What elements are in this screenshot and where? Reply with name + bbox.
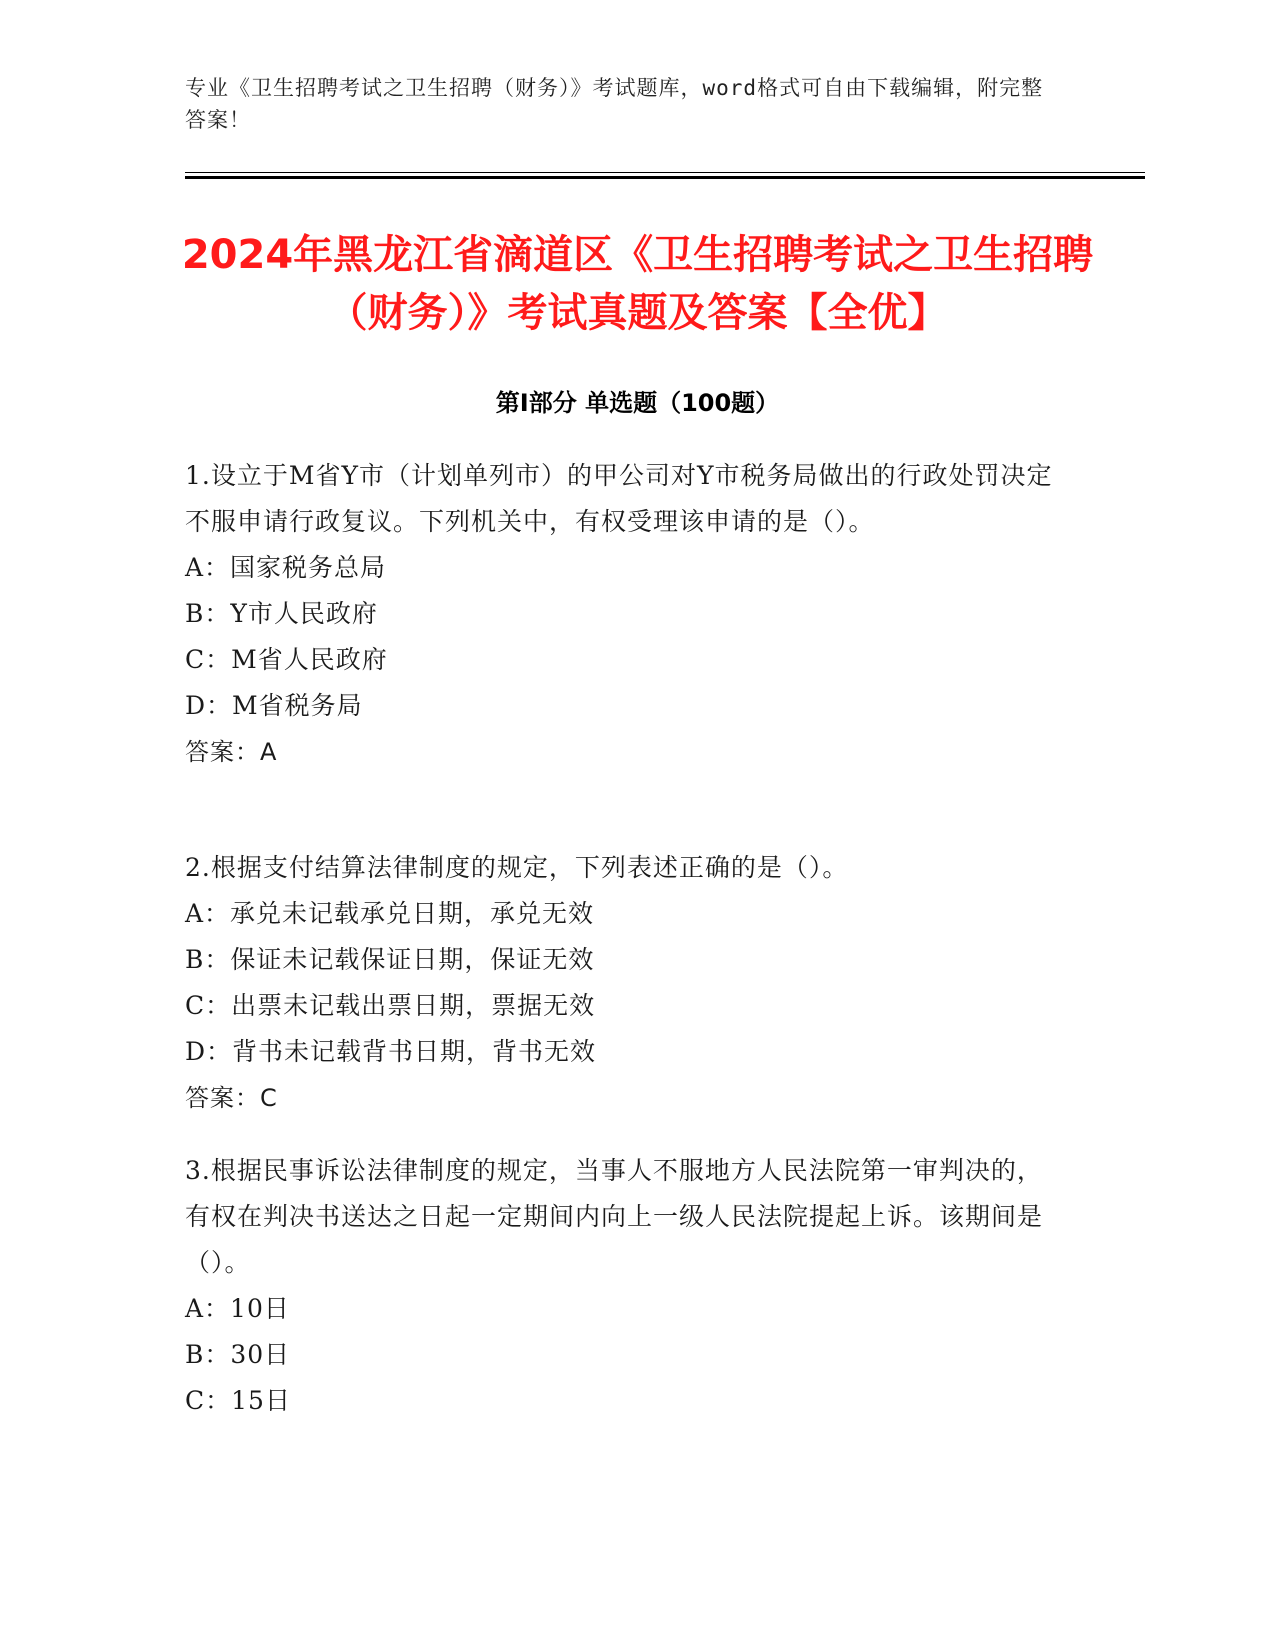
option-c: C：出票未记载出票日期，票据无效 — [185, 991, 596, 1020]
option-c: C：15日 — [185, 1386, 291, 1415]
answer-label: 答案：C — [185, 1084, 278, 1112]
document-title: 2024年黑龙江省滴道区《卫生招聘考试之卫生招聘（财务）》考试真题及答案【全优】 — [181, 232, 1094, 336]
question-2 — [185, 845, 1065, 1121]
header-note: 专业《卫生招聘考试之卫生招聘（财务）》考试题库，word格式可自由下载编辑，附完整答案！ — [185, 76, 1044, 132]
question-3 — [185, 1148, 1065, 1424]
question-stem: 2.根据支付结算法律制度的规定，下列表述正确的是（）。 — [185, 853, 849, 882]
option-d: D：背书未记载背书日期，背书无效 — [185, 1037, 597, 1066]
header-rule-thick — [185, 176, 1145, 179]
section-heading: 第Ⅰ部分 单选题（100题） — [495, 389, 780, 417]
option-a: A：10日 — [185, 1294, 290, 1323]
option-a: A：承兑未记载承兑日期，承兑无效 — [185, 899, 595, 928]
option-c: C：M省人民政府 — [185, 645, 388, 674]
question-stem: 1.设立于M省Y市（计划单列市）的甲公司对Y市税务局做出的行政处罚决定不服申请行政复议。下列机关中，有权受理该申请的是（）。 — [185, 461, 1053, 536]
option-b: B：30日 — [185, 1340, 291, 1369]
question-stem: 3.根据民事诉讼法律制度的规定，当事人不服地方人民法院第一审判决的，有权在判决书送达之日起一定期间内向上一级人民法院提起上诉。该期间是（）。 — [185, 1156, 1044, 1277]
header-rule-thin — [185, 172, 1145, 173]
option-b: B：保证未记载保证日期，保证无效 — [185, 945, 595, 974]
option-d: D：M省税务局 — [185, 691, 363, 720]
answer-label: 答案：A — [185, 738, 278, 766]
option-b: B：Y市人民政府 — [185, 599, 378, 628]
option-a: A：国家税务总局 — [185, 553, 387, 582]
question-1 — [185, 453, 1065, 775]
